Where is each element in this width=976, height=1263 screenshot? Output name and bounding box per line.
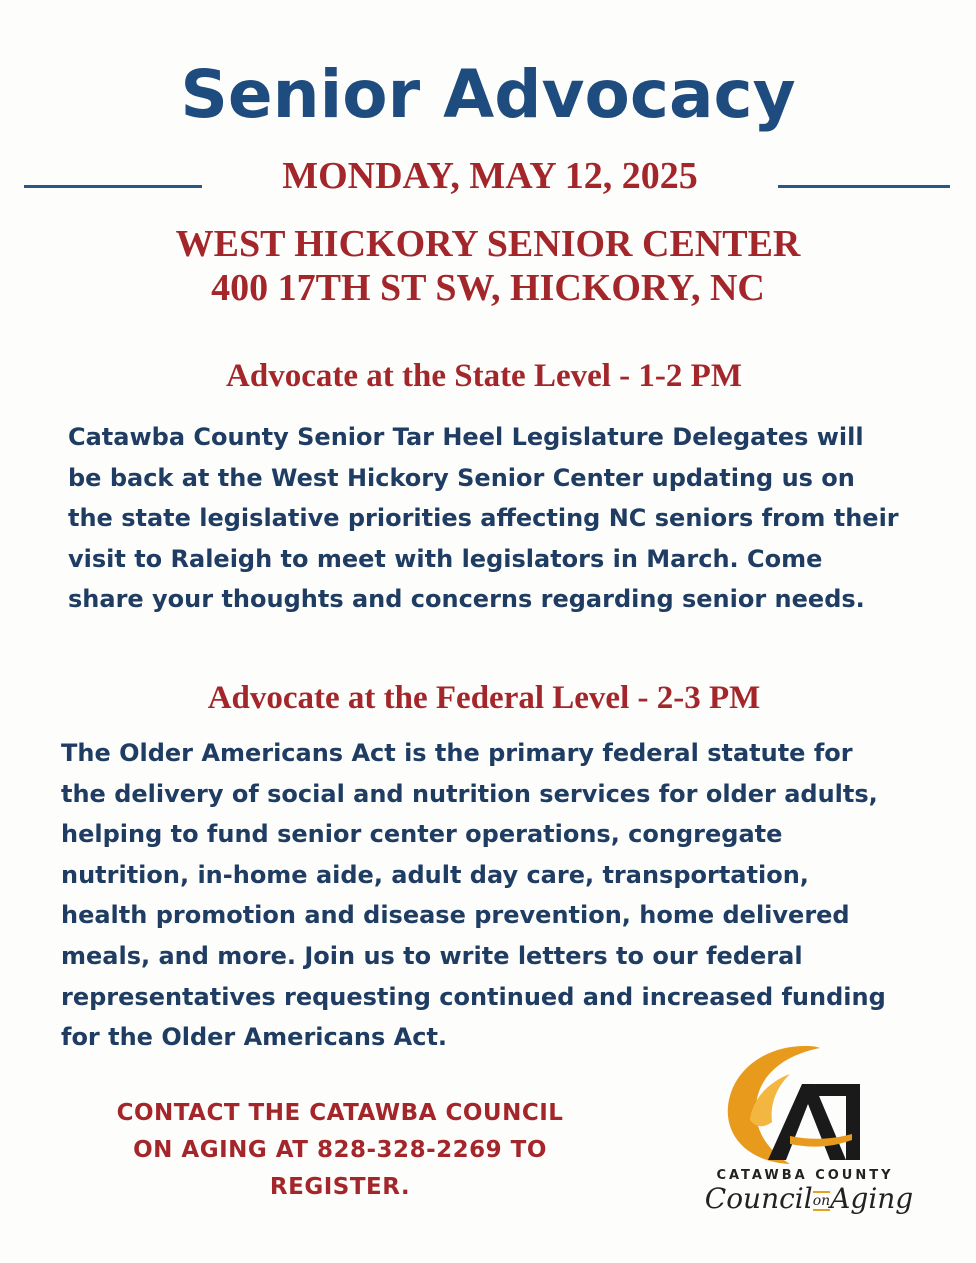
- logo-council-text: [664, 1182, 954, 1215]
- logo-aging-word: Aging: [830, 1182, 914, 1215]
- state-body-line: visit to Raleigh to meet with legislators in March. Come: [68, 544, 823, 573]
- logo-on-word: on: [812, 1192, 831, 1209]
- state-section-heading: Advocate at the State Level - 1-2 PM: [226, 358, 742, 394]
- federal-section-body: [61, 733, 941, 1058]
- date-divider-right: [778, 185, 950, 188]
- date-row: [0, 150, 976, 202]
- contact-info: [60, 1095, 620, 1206]
- contact-line: CONTACT THE CATAWBA COUNCIL: [116, 1100, 564, 1126]
- federal-body-line: health promotion and disease prevention, home delivered: [61, 901, 850, 930]
- federal-body-line: nutrition, in-home aide, adult day care, transportation,: [61, 860, 809, 889]
- federal-body-line: meals, and more. Join us to write letters to our federal: [61, 941, 803, 970]
- venue-name: WEST HICKORY SENIOR CENTER: [175, 223, 801, 265]
- state-body-line: share your thoughts and concerns regarding senior needs.: [68, 585, 865, 614]
- contact-line: REGISTER.: [269, 1174, 411, 1200]
- logo-county-text: CATAWBA COUNTY: [716, 1168, 894, 1183]
- state-section-body: [68, 417, 948, 620]
- state-body-line: Catawba County Senior Tar Heel Legislature Delegates will: [68, 423, 864, 451]
- council-on-aging-logo: [660, 1040, 920, 1230]
- venue-block: [0, 222, 976, 310]
- federal-body-line: The Older Americans Act is the primary federal statute for: [61, 739, 853, 767]
- contact-line: ON AGING AT 828-328-2269 TO: [133, 1137, 547, 1163]
- logo-council-word: Council: [704, 1182, 813, 1215]
- federal-section-heading: Advocate at the Federal Level - 2-3 PM: [207, 680, 761, 716]
- date-divider-left: [24, 185, 202, 188]
- state-body-line: the state legislative priorities affecting NC seniors from their: [68, 504, 899, 533]
- page-title: Senior Advocacy: [180, 56, 796, 133]
- venue-address: 400 17TH ST SW, HICKORY, NC: [211, 267, 765, 309]
- state-body-line: be back at the West Hickory Senior Center updating us on: [68, 463, 855, 492]
- council-on-aging-logo-icon: [710, 1040, 870, 1168]
- federal-body-line: for the Older Americans Act.: [61, 1023, 448, 1052]
- federal-body-line: the delivery of social and nutrition services for older adults,: [61, 779, 878, 808]
- federal-body-line: representatives requesting continued and increased funding: [61, 982, 886, 1011]
- federal-body-line: helping to fund senior center operations, congregate: [61, 820, 783, 849]
- event-date: MONDAY, MAY 12, 2025: [282, 155, 698, 197]
